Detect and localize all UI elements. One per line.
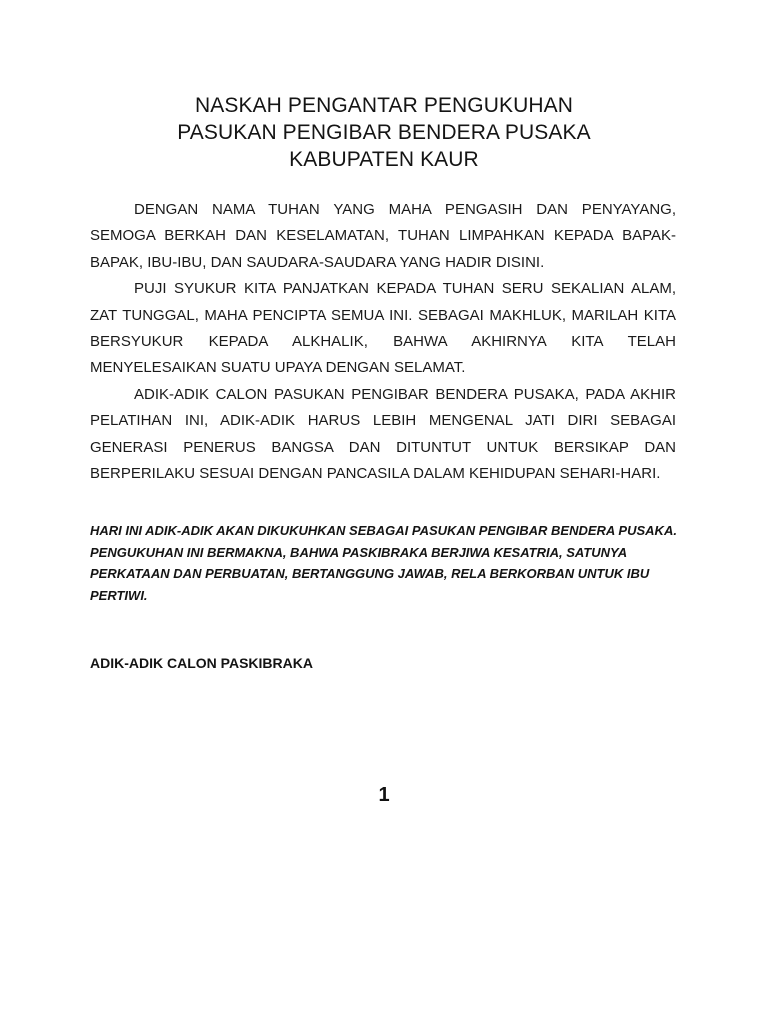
italic-paragraph: HARI INI ADIK-ADIK AKAN DIKUKUHKAN SEBAGAI PASUKAN PENGIBAR BENDERA PUSAKA. PENGUKUHAN INI BERMAKNA, BAHWA PASKIBRAKA BERJIWA KESATRIA, SATUNYA PERKATAAN DAN PERBUATAN, BERTANGGUNG JAWAB, RELA BERKORBAN UNTUK IBU PERTIWI. [90,523,677,603]
document-title [0,92,768,173]
title-line-3: KABUPATEN KAUR [289,148,479,171]
title-line-1: NASKAH PENGANTAR PENGUKUHAN [194,94,574,117]
address-line: ADIK-ADIK CALON PASKIBRAKA [90,655,313,671]
paragraph-gratitude: PUJI SYUKUR KITA PANJATKAN KEPADA TUHAN SERU SEKALIAN ALAM, ZAT TUNGGAL, MAHA PENCIPTA SEMUA INI. SEBAGAI MAKHLUK, MARILAH KITA BERSYUKUR KEPADA ALKHALIK, BAHWA AKHIRNYA KITA TELAH MENYELESAIKAN SUATU UPAYA DENGAN SELAMAT. [90,280,676,377]
page-number: 1 [378,784,390,806]
title-line-2: PASUKAN PENGIBAR BENDERA PUSAKA [177,121,591,144]
paragraph-opening: DENGAN NAMA TUHAN YANG MAHA PENGASIH DAN PENYAYANG, SEMOGA BERKAH DAN KESELAMATAN, TUHAN LIMPAHKAN KEPADA BAPAK-BAPAK, IBU-IBU, DAN SAUDARA-SAUDARA YANG HADIR DISINI. [90,201,676,271]
document-body [90,197,676,487]
paragraph-candidates: ADIK-ADIK CALON PASUKAN PENGIBAR BENDERA PUSAKA, PADA AKHIR PELATIHAN INI, ADIK-ADIK HARUS LEBIH MENGENAL JATI DIRI SEBAGAI GENERASI PENERUS BANGSA DAN DITUNTUT UNTUK BERSIKAP DAN BERPERILAKU SESUAI DENGAN PANCASILA DALAM KEHIDUPAN SEHARI-HARI. [90,385,676,483]
inauguration-statement [90,520,690,606]
